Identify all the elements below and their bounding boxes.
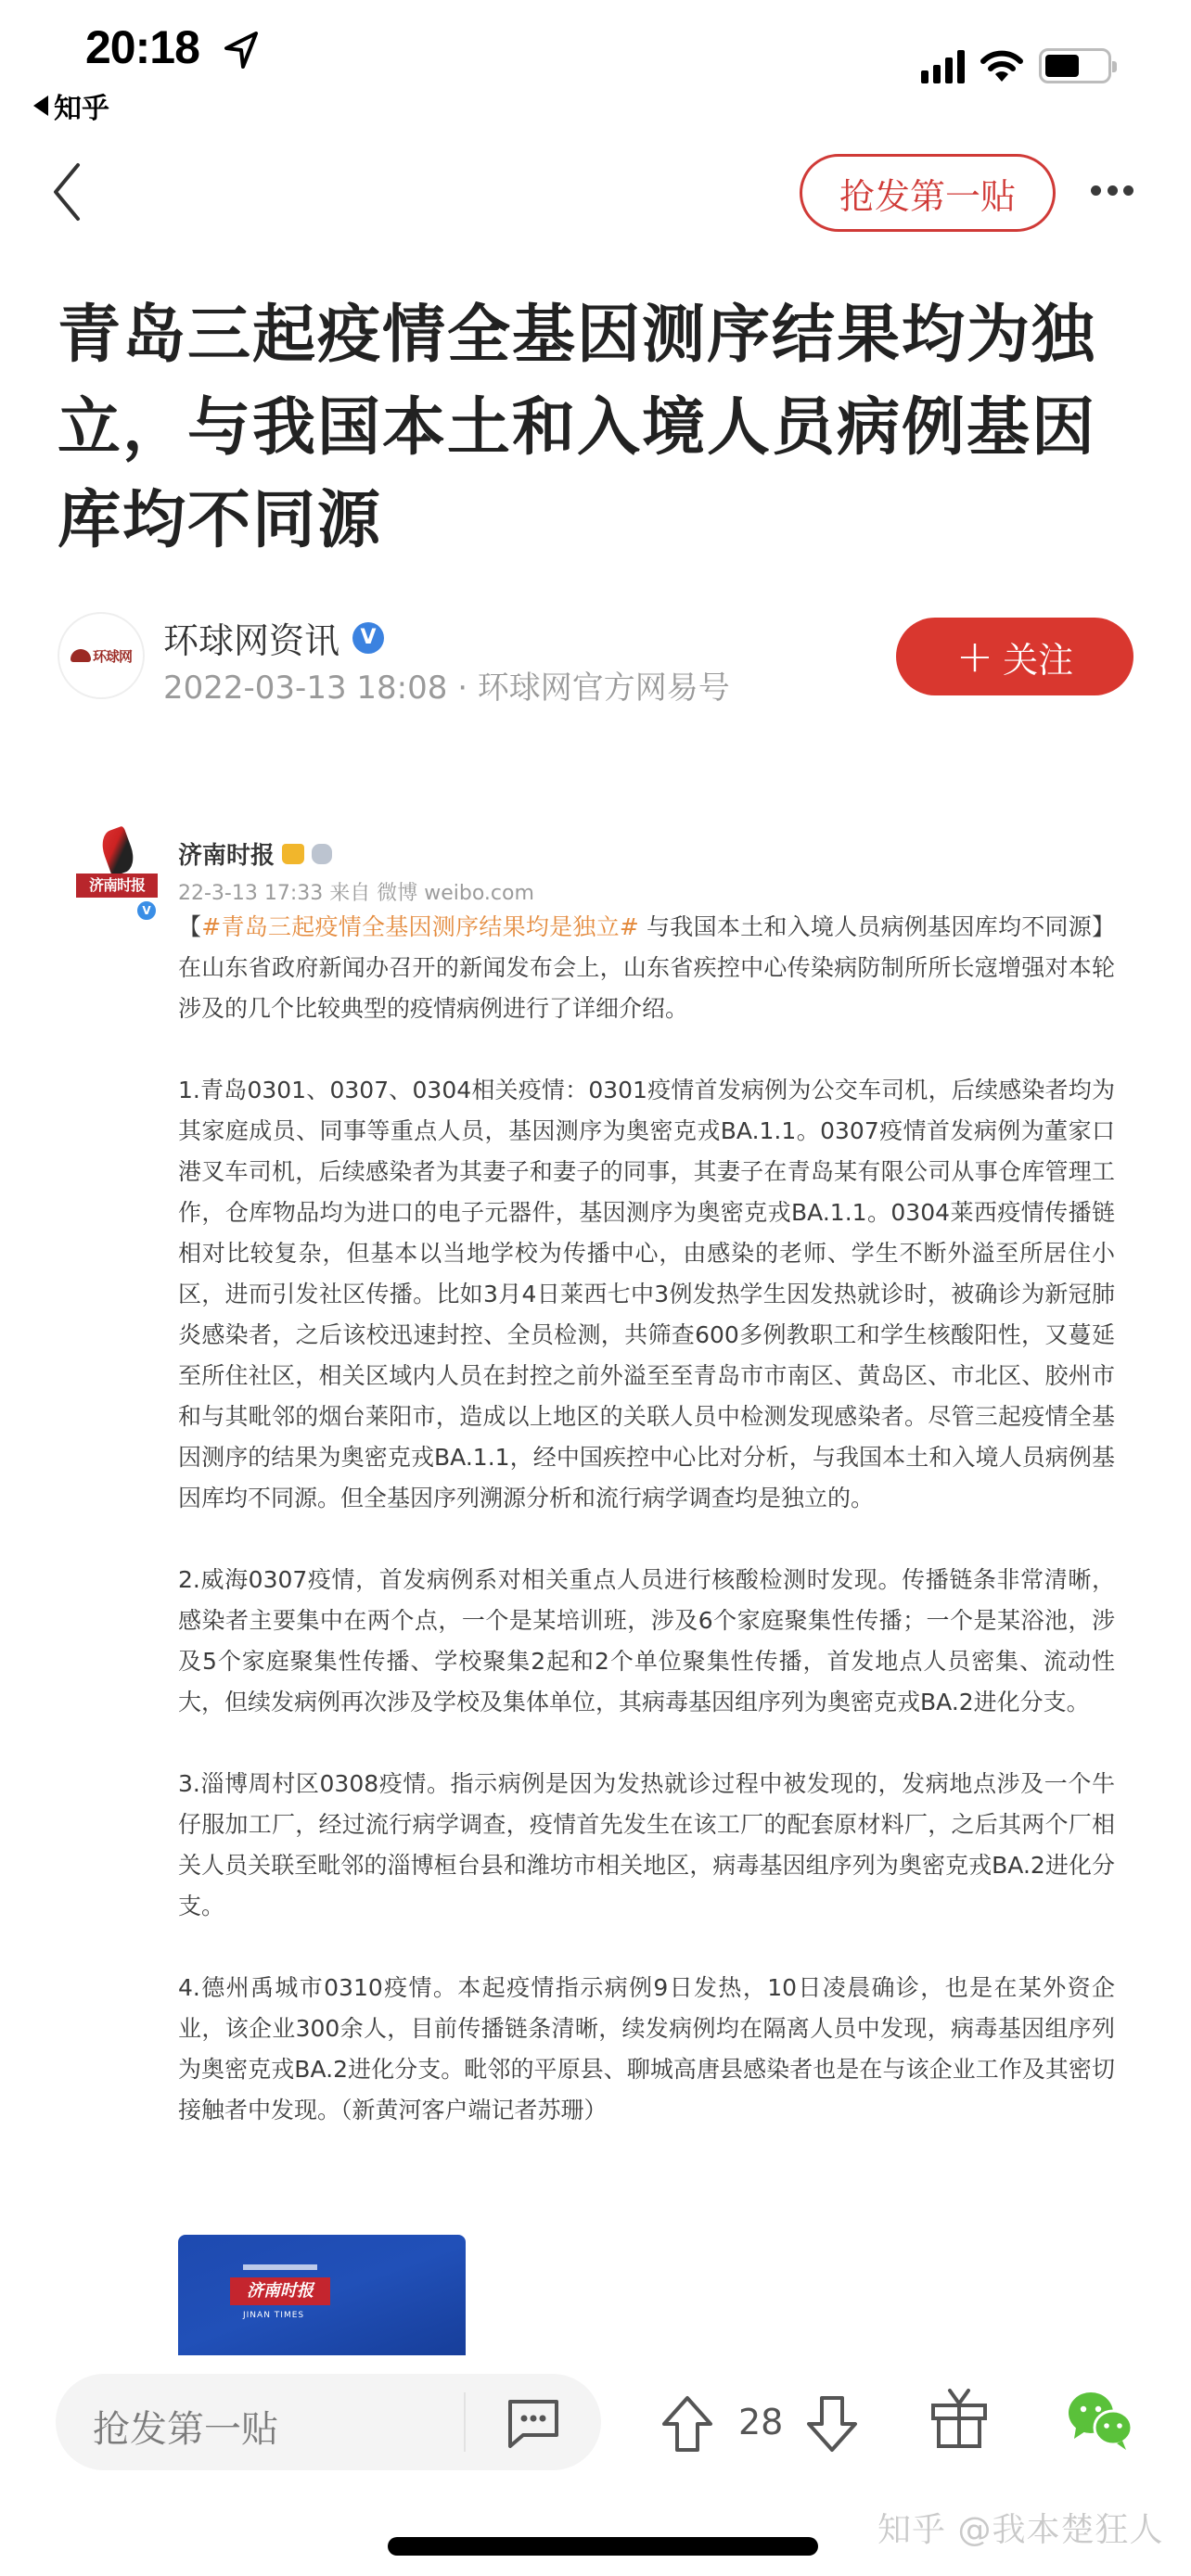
- comment-input[interactable]: [56, 2374, 601, 2470]
- upvote-icon[interactable]: [660, 2394, 714, 2454]
- author-row: [58, 612, 1133, 705]
- zhihu-watermark: 知乎 @我本楚狂人: [877, 2511, 1164, 2549]
- huanqiu-logo-icon: [70, 649, 91, 662]
- weibo-paragraph: 4.德州禹城市0310疫情。本起疫情指示病例9日发热，10日凌晨确诊，也是在某外资企业，该企业300余人，目前传播链条清晰，续发病例均在隔离人员中发现，病毒基因组序列为奥密克戎BA.2进化分支。毗邻的平原县、聊城高唐县感染者也是在与该企业工作及其密切接触者中发现。（新黄河客户端记者苏珊）: [178, 1974, 1115, 2123]
- author-name[interactable]: 环球网资讯 V: [163, 612, 384, 663]
- wifi-icon: [980, 48, 1024, 83]
- weibo-meta: 22-3-13 17:33 来自 微博 weibo.com: [178, 882, 534, 905]
- pet-badge-icon: [312, 844, 332, 864]
- weibo-account-avatar: 济南时报 V: [76, 825, 158, 918]
- status-bar: [0, 0, 1191, 130]
- downvote-icon[interactable]: [805, 2394, 859, 2454]
- back-to-app-link[interactable]: [33, 85, 109, 126]
- back-chevron-icon[interactable]: [48, 161, 85, 223]
- system-icons: [921, 48, 1111, 83]
- battery-icon: [1039, 48, 1111, 83]
- follow-button[interactable]: + 关注: [896, 618, 1133, 695]
- crown-badge-icon: [282, 844, 304, 864]
- bird-logo-icon: [97, 825, 139, 876]
- back-triangle-icon: [33, 96, 48, 116]
- status-time: 20:18: [85, 21, 199, 73]
- comment-icon[interactable]: [505, 2396, 562, 2450]
- embedded-weibo-screenshot[interactable]: [58, 797, 1133, 2355]
- location-arrow-icon: [223, 30, 260, 70]
- weibo-account-name: 济南时报: [178, 836, 332, 871]
- article-title: 青岛三起疫情全基因测序结果均为独立，与我国本土和入境人员病例基因库均不同源: [58, 299, 1097, 557]
- back-app-label: 知乎: [54, 93, 109, 125]
- author-meta: 2022-03-13 18:08 · 环球网官方网易号: [163, 670, 730, 707]
- weibo-paragraph: 3.淄博周村区0308疫情。指示病例是因为发热就诊过程中被发现的，发病地点涉及一个牛仔服加工厂，经过流行病学调查，疫情首先发生在该工厂的配套原材料厂，之后其两个厂相关人员关联至毗邻的淄博桓台县和潍坊市相关地区，病毒基因组序列为奥密克戎BA.2进化分支。: [178, 1770, 1115, 1919]
- weibo-paragraph: 2.威海0307疫情，首发病例系对相关重点人员进行核酸检测时发现。传播链条非常清晰，感染者主要集中在两个点，一个是某培训班，涉及6个家庭聚集性传播；一个是某浴池，涉及5个家庭聚集性传播、学校聚集2起和2个单位聚集性传播，首发地点人员密集、流动性大，但续发病例再次涉及学校及集体单位，其病毒基因组序列为奥密克戎BA.2进化分支。: [178, 1566, 1115, 1715]
- cellular-signal-icon: [921, 48, 965, 83]
- first-post-button[interactable]: 抢发第一贴: [800, 154, 1056, 232]
- weibo-intro: 【#青岛三起疫情全基因测序结果均是独立# 与我国本土和入境人员病例基因库均不同源】在山东省政府新闻办召开的新闻发布会上，山东省疾控中心传染病防制所所长寇增强对本轮涉及的几个比较典型的疫情病例进行了详细介绍。: [178, 913, 1115, 1022]
- gift-icon[interactable]: [929, 2387, 989, 2450]
- weibo-verified-icon: V: [135, 899, 158, 922]
- comment-placeholder: 抢发第一贴: [93, 2408, 278, 2451]
- weibo-image-thumbnail: 济南时报 JINAN TIMES: [178, 2235, 466, 2355]
- nav-bar: [0, 139, 1191, 241]
- weibo-body: [178, 907, 1115, 2172]
- plus-icon: +: [955, 631, 994, 682]
- verified-badge-icon: V: [352, 622, 384, 654]
- vote-count: 28: [738, 2402, 784, 2442]
- author-avatar[interactable]: 环球网: [58, 612, 145, 699]
- more-options-icon[interactable]: [1091, 176, 1133, 204]
- wechat-share-icon[interactable]: [1065, 2387, 1135, 2452]
- hashtag: #青岛三起疫情全基因测序结果均是独立#: [201, 913, 639, 940]
- home-indicator[interactable]: [388, 2537, 818, 2556]
- weibo-paragraph: 1.青岛0301、0307、0304相关疫情：0301疫情首发病例为公交车司机，后续感染者均为其家庭成员、同事等重点人员，基因测序为奥密克戎BA.1.1。0307疫情首发病例为董家口港叉车司机，后续感染者为其妻子和妻子的同事，其妻子在青岛某有限公司从事仓库管理工作，仓库物品均为进口的电子元器件，基因测序为奥密克戎BA.1.1。0304莱西疫情传播链相对比较复杂，但基本以当地学校为传播中心，由感染的老师、学生不断外溢至所居住小区，进而引发社区传播。比如3月4日莱西七中3例发热学生因发热就诊时，被确诊为新冠肺炎感染者，之后该校迅速封控、全员检测，共筛查600多例教职工和学生核酸阳性，又蔓延至所住社区，相关区域内人员在封控之前外溢至至青岛市市南区、黄岛区、市北区、胶州市和与其毗邻的烟台莱阳市，造成以上地区的关联人员中检测发现感染者。尽管三起疫情全基因测序的结果为奥密克戎BA.1.1，经中国疾控中心比对分析，与我国本土和入境人员病例基因库均不同源。但全基因序列溯源分析和流行病学调查均是独立的。: [178, 1077, 1115, 1511]
